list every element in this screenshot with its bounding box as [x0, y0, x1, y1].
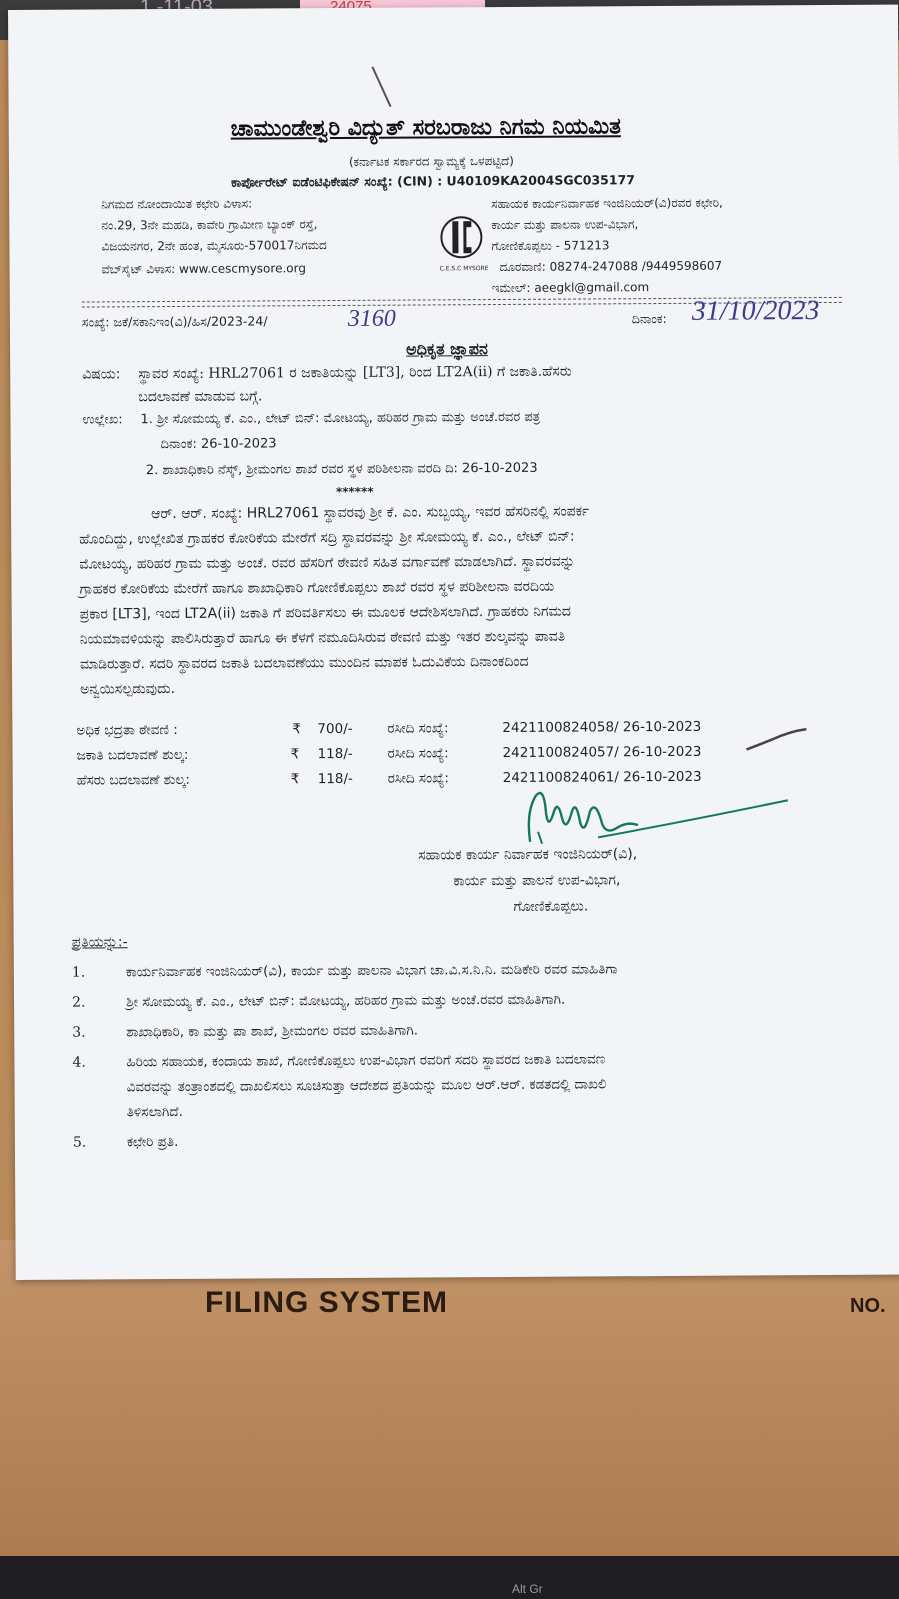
memo-sheet — [8, 5, 899, 1280]
fee-label: ಜಕಾತಿ ಬದಲಾವಣೆ ಶುಲ್ಕ: — [76, 746, 189, 764]
fee-currency: ₹ — [290, 746, 300, 763]
reference-number-handwritten: 3160 — [347, 305, 396, 332]
reference-item: 1. ಶ್ರೀ ಸೋಮಯ್ಯ ಕೆ. ಎಂ., ಲೇಟ್ ಬಿನ್: ಮೋಟಯ್ಯ, ಹರಿಹರ ಗ್ರಾಮ ಮತ್ತು ಅಂಚೆ.ರವರ ಪತ್ರ — [140, 409, 541, 428]
body-line: ಆರ್. ಆರ್. ಸಂಖ್ಯೆ: HRL27061 ಸ್ಥಾವರವು ಶ್ರೀ ಕೆ. ಎಂ. ಸುಬ್ಬಯ್ಯ, ಇವರ ಹೆಸರಿನಲ್ಲಿ ಸಂಪರ್ಕ — [151, 503, 590, 523]
body-line: ಅನ್ವಯಿಸಲ್ಪಡುವುದು. — [80, 680, 176, 698]
website-line[interactable]: ವೆಬ್‌ಸೈಟ್ ವಿಳಾಸ: www.cescmysore.org — [101, 261, 306, 277]
body-line: ಮೋಟಯ್ಯ, ಹರಿಹರ ಗ್ರಾಮ ಮತ್ತು ಅಂಚೆ. ರವರ ಹೆಸರಿಗೆ ಠೇವಣಿ ಸಹಿತ ವರ್ಗಾವಣೆ ಮಾಡಲಾಗಿದೆ. ಸ್ಥಾವರವನ್ನು — [79, 553, 575, 573]
copy-number: 1. — [71, 964, 86, 981]
fee-currency: ₹ — [290, 771, 300, 788]
phone-line: ದೂರವಾಣಿ: 08274-247088 /9449598607 — [499, 258, 723, 275]
fee-amount: 118/- — [317, 770, 353, 788]
govt-line: (ಕರ್ನಾಟಕ ಸರ್ಕಾರದ ಸ್ವಾಮ್ಯಕ್ಕೆ ಒಳಪಟ್ಟಿದೆ) — [348, 153, 514, 169]
address-line: ಸಹಾಯಕ ಕಾರ್ಯನಿರ್ವಾಹಕ ಇಂಜಿನಿಯರ್(ವಿ)ರವರ ಕಛೇರಿ, — [491, 195, 723, 212]
copy-number: 4. — [72, 1054, 86, 1071]
body-line: ಹೊಂದಿದ್ದು, ಉಲ್ಲೇಖಿತ ಗ್ರಾಹಕರ ಕೋರಿಕೆಯ ಮೇರೆಗೆ ಸದ್ರಿ ಸ್ಥಾವರವನ್ನು ಶ್ರೀ ಸೋಮಯ್ಯ ಕೆ. ಎಂ., ಲೇಟ್ ಬಿನ್: — [79, 528, 575, 548]
copies-label: ಪ್ರತಿಯನ್ನು:- — [71, 934, 128, 951]
memo-title: ಅಧಿಕೃತ ಜ್ಞಾಪನ — [406, 339, 488, 359]
address-line: ನಿಗಮದ ನೋಂದಾಯಿತ ಕಛೇರಿ ವಿಳಾಸ: — [101, 196, 253, 212]
cesc-logo — [437, 207, 489, 279]
receipt-number: 2421100824058/ 26-10-2023 — [502, 718, 702, 736]
signature-place: ಗೋಣಿಕೊಪ್ಪಲು. — [513, 898, 589, 915]
receipt-number: 2421100824057/ 26-10-2023 — [502, 743, 702, 761]
filing-system-print: FILING SYSTEM — [205, 1286, 449, 1319]
body-line: ಮಾಡಿರುತ್ತಾರೆ. ಸದರಿ ಸ್ಥಾವರದ ಜಕಾತಿ ಬದಲಾವಣೆಯು ಮುಂದಿನ ಮಾಪಕ ಓದುವಿಕೆಯ ದಿನಾಂಕದಿಂದ — [79, 653, 529, 673]
copy-text: ಕಛೇರಿ ಪ್ರತಿ. — [126, 1133, 179, 1151]
address-line: ಗೋಣಿಕೊಪ್ಪಲು - 571213 — [491, 238, 610, 254]
cin-line: ಕಾರ್ಪೋರೇಟ್ ಐಡೆಂಟಿಫಿಕೇಷನ್ ಸಂಖ್ಯೆ: (CIN) : U40109KA2004SGC035177 — [231, 172, 636, 190]
receipt-label: ರಸೀದಿ ಸಂಖ್ಯೆ: — [387, 720, 449, 737]
reference-number-label: ಸಂಖ್ಯೆ: ಜಕೆ/ಸಕಾನಿಇಂ(ವಿ)/ಹಿಸ/2023-24/ — [81, 313, 268, 330]
signature-division: ಕಾರ್ಯ ಮತ್ತು ಪಾಲನೆ ಉಪ-ವಿಭಾಗ, — [453, 872, 621, 890]
copy-text: ಶಾಖಾಧಿಕಾರಿ, ಕಾ ಮತ್ತು ಪಾ ಶಾಖೆ, ಶ್ರೀಮಂಗಲ ರವರ ಮಾಹಿತಿಗಾಗಿ. — [126, 1022, 419, 1041]
org-name: ಚಾಮುಂಡೇಶ್ವರಿ ವಿದ್ಯುತ್ ಸರಬರಾಜು ನಿಗಮ ನಿಯಮಿತ — [230, 114, 621, 142]
copy-number: 2. — [72, 994, 86, 1011]
date-handwritten: 31/10/2023 — [691, 295, 820, 327]
fee-label: ಹೆಸರು ಬದಲಾವಣೆ ಶುಲ್ಕ: — [76, 771, 190, 789]
alt-gr-key: Alt Gr — [512, 1582, 543, 1596]
email-line: ಇಮೇಲ್: aeegkl@gmail.com — [491, 280, 650, 296]
body-line: ನಿಯಮಾವಳಿಯನ್ನು ಪಾಲಿಸಿರುತ್ತಾರೆ ಹಾಗೂ ಈ ಕೆಳಗೆ ನಮೂದಿಸಿರುವ ಠೇವಣಿ ಮತ್ತು ಇತರ ಶುಲ್ಕವನ್ನು ಪಾವತಿ — [79, 628, 566, 648]
reference-item: 2. ಶಾಖಾಧಿಕಾರಿ ನೆಸ್ಕ್, ಶ್ರೀಮಂಗಲ ಶಾಖೆ ರವರ ಸ್ಥಳ ಪರಿಶೀಲನಾ ವರದಿ ದಿ: 26-10-2023 — [145, 460, 538, 479]
keyboard-edge — [0, 1556, 899, 1599]
fee-currency: ₹ — [292, 721, 302, 738]
copy-text: ಶ್ರೀ ಸೋಮಯ್ಯ ಕೆ. ಎಂ., ಲೇಟ್ ಬಿನ್: ಮೋಟಯ್ಯ, ಹರಿಹರ ಗ್ರಾಮ ಮತ್ತು ಅಂಚೆ.ರವರ ಮಾಹಿತಿಗಾಗಿ. — [126, 991, 566, 1011]
subject-line: ಸ್ಥಾವರ ಸಂಖ್ಯೆ: HRL27061 ರ ಜಕಾತಿಯನ್ನು [LT3], ರಿಂದ LT2A(ii) ಗೆ ಜಕಾತಿ.ಹೆಸರು — [138, 363, 572, 383]
body-line: ಪ್ರಕಾರ [LT3], ಇಂದ LT2A(ii) ಜಕಾತಿ ಗೆ ಪರಿವರ್ತಿಸಲು ಈ ಮೂಲಕ ಆದೇಶಿಸಲಾಗಿದೆ. ಗ್ರಾಹಕರು ನಿಗಮದ — [79, 603, 571, 623]
logo-caption: C.E.S.C MYSORE — [439, 265, 489, 273]
copy-text: ತಿಳಿಸಲಾಗಿದೆ. — [126, 1103, 183, 1121]
reference-label: ಉಲ್ಲೇಖ: — [82, 412, 123, 428]
copy-text: ಹಿರಿಯ ಸಹಾಯಕ, ಕಂದಾಯ ಶಾಖೆ, ಗೋಣಿಕೊಪ್ಪಲು ಉಪ-ವಿಭಾಗ ರವರಿಗೆ ಸದರಿ ಸ್ಥಾವರದ ಜಕಾತಿ ಬದಲಾವಣ — [126, 1051, 606, 1071]
signature-designation: ಸಹಾಯಕ ಕಾರ್ಯ ನಿರ್ವಾಹಕ ಇಂಜಿನಿಯರ್(ವಿ), — [418, 846, 638, 864]
address-line: ವಿಜಯನಗರ, 2ನೇ ಹಂತ, ಮೈಸೂರು-570017ನಿಗಮದ — [101, 238, 327, 254]
folder-no-label: NO. — [850, 1295, 886, 1317]
copy-text: ಕಾರ್ಯನಿರ್ವಾಹಕ ಇಂಜಿನಿಯರ್(ವಿ), ಕಾರ್ಯ ಮತ್ತು ಪಾಲನಾ ವಿಭಾಗ ಚಾ.ವಿ.ಸ.ನಿ.ನಿ. ಮಡಿಕೇರಿ ರವರ ಮಾಹಿತಿಗಾ — [125, 961, 618, 981]
address-line: ಕಾರ್ಯ ಮತ್ತು ಪಾಲನಾ ಉಪ-ವಿಭಾಗ, — [491, 217, 639, 233]
copy-text: ವಿವರವನ್ನು ತಂತ್ರಾಂಶದಲ್ಲಿ ದಾಖಲಿಸಲು ಸೂಚಿಸುತ್ತಾ ಆದೇಶದ ಪ್ರತಿಯನ್ನು ಮೂಲ ಆರ್.ಆರ್. ಕಡತದಲ್ಲಿ ದಾಖಲಿ — [126, 1076, 607, 1096]
receipt-label: ರಸೀದಿ ಸಂಖ್ಯೆ: — [387, 745, 449, 762]
tick-mark-icon — [742, 725, 812, 755]
fee-label: ಅಧಿಕ ಭದ್ರತಾ ಠೇವಣಿ : — [76, 721, 178, 739]
copy-number: 5. — [72, 1134, 87, 1151]
signature-icon — [518, 780, 798, 852]
fee-amount: 118/- — [317, 745, 353, 763]
subject-label: ವಿಷಯ: — [82, 366, 121, 383]
fee-amount: 700/- — [317, 720, 353, 738]
body-line: ಗ್ರಾಹಕರ ಕೋರಿಕೆಯ ಮೇರೆಗೆ ಹಾಗೂ ಶಾಖಾಧಿಕಾರಿ ಗೋಣಿಕೊಪ್ಪಲು ಶಾಖೆ ರವರ ಸ್ಥಳ ಪರಿಶೀಲನಾ ವರದಿಯ — [79, 578, 555, 598]
reference-item: ದಿನಾಂಕ: 26-10-2023 — [160, 436, 277, 453]
separator: ****** — [335, 484, 374, 500]
receipt-number: 2421100824061/ 26-10-2023 — [502, 768, 702, 786]
address-line: ನಂ.29, 3ನೇ ಮಹಡಿ, ಕಾವೇರಿ ಗ್ರಾಮೀಣ ಬ್ಯಾಂಕ್ ರಸ್ತೆ, — [101, 217, 318, 233]
date-label: ದಿನಾಂಕ: — [631, 310, 667, 327]
pen-mark-icon — [368, 63, 398, 113]
subject-line: ಬದಲಾವಣೆ ಮಾಡುವ ಬಗ್ಗೆ. — [138, 388, 263, 406]
copy-number: 3. — [72, 1024, 86, 1041]
receipt-label: ರಸೀದಿ ಸಂಖ್ಯೆ: — [387, 770, 449, 787]
